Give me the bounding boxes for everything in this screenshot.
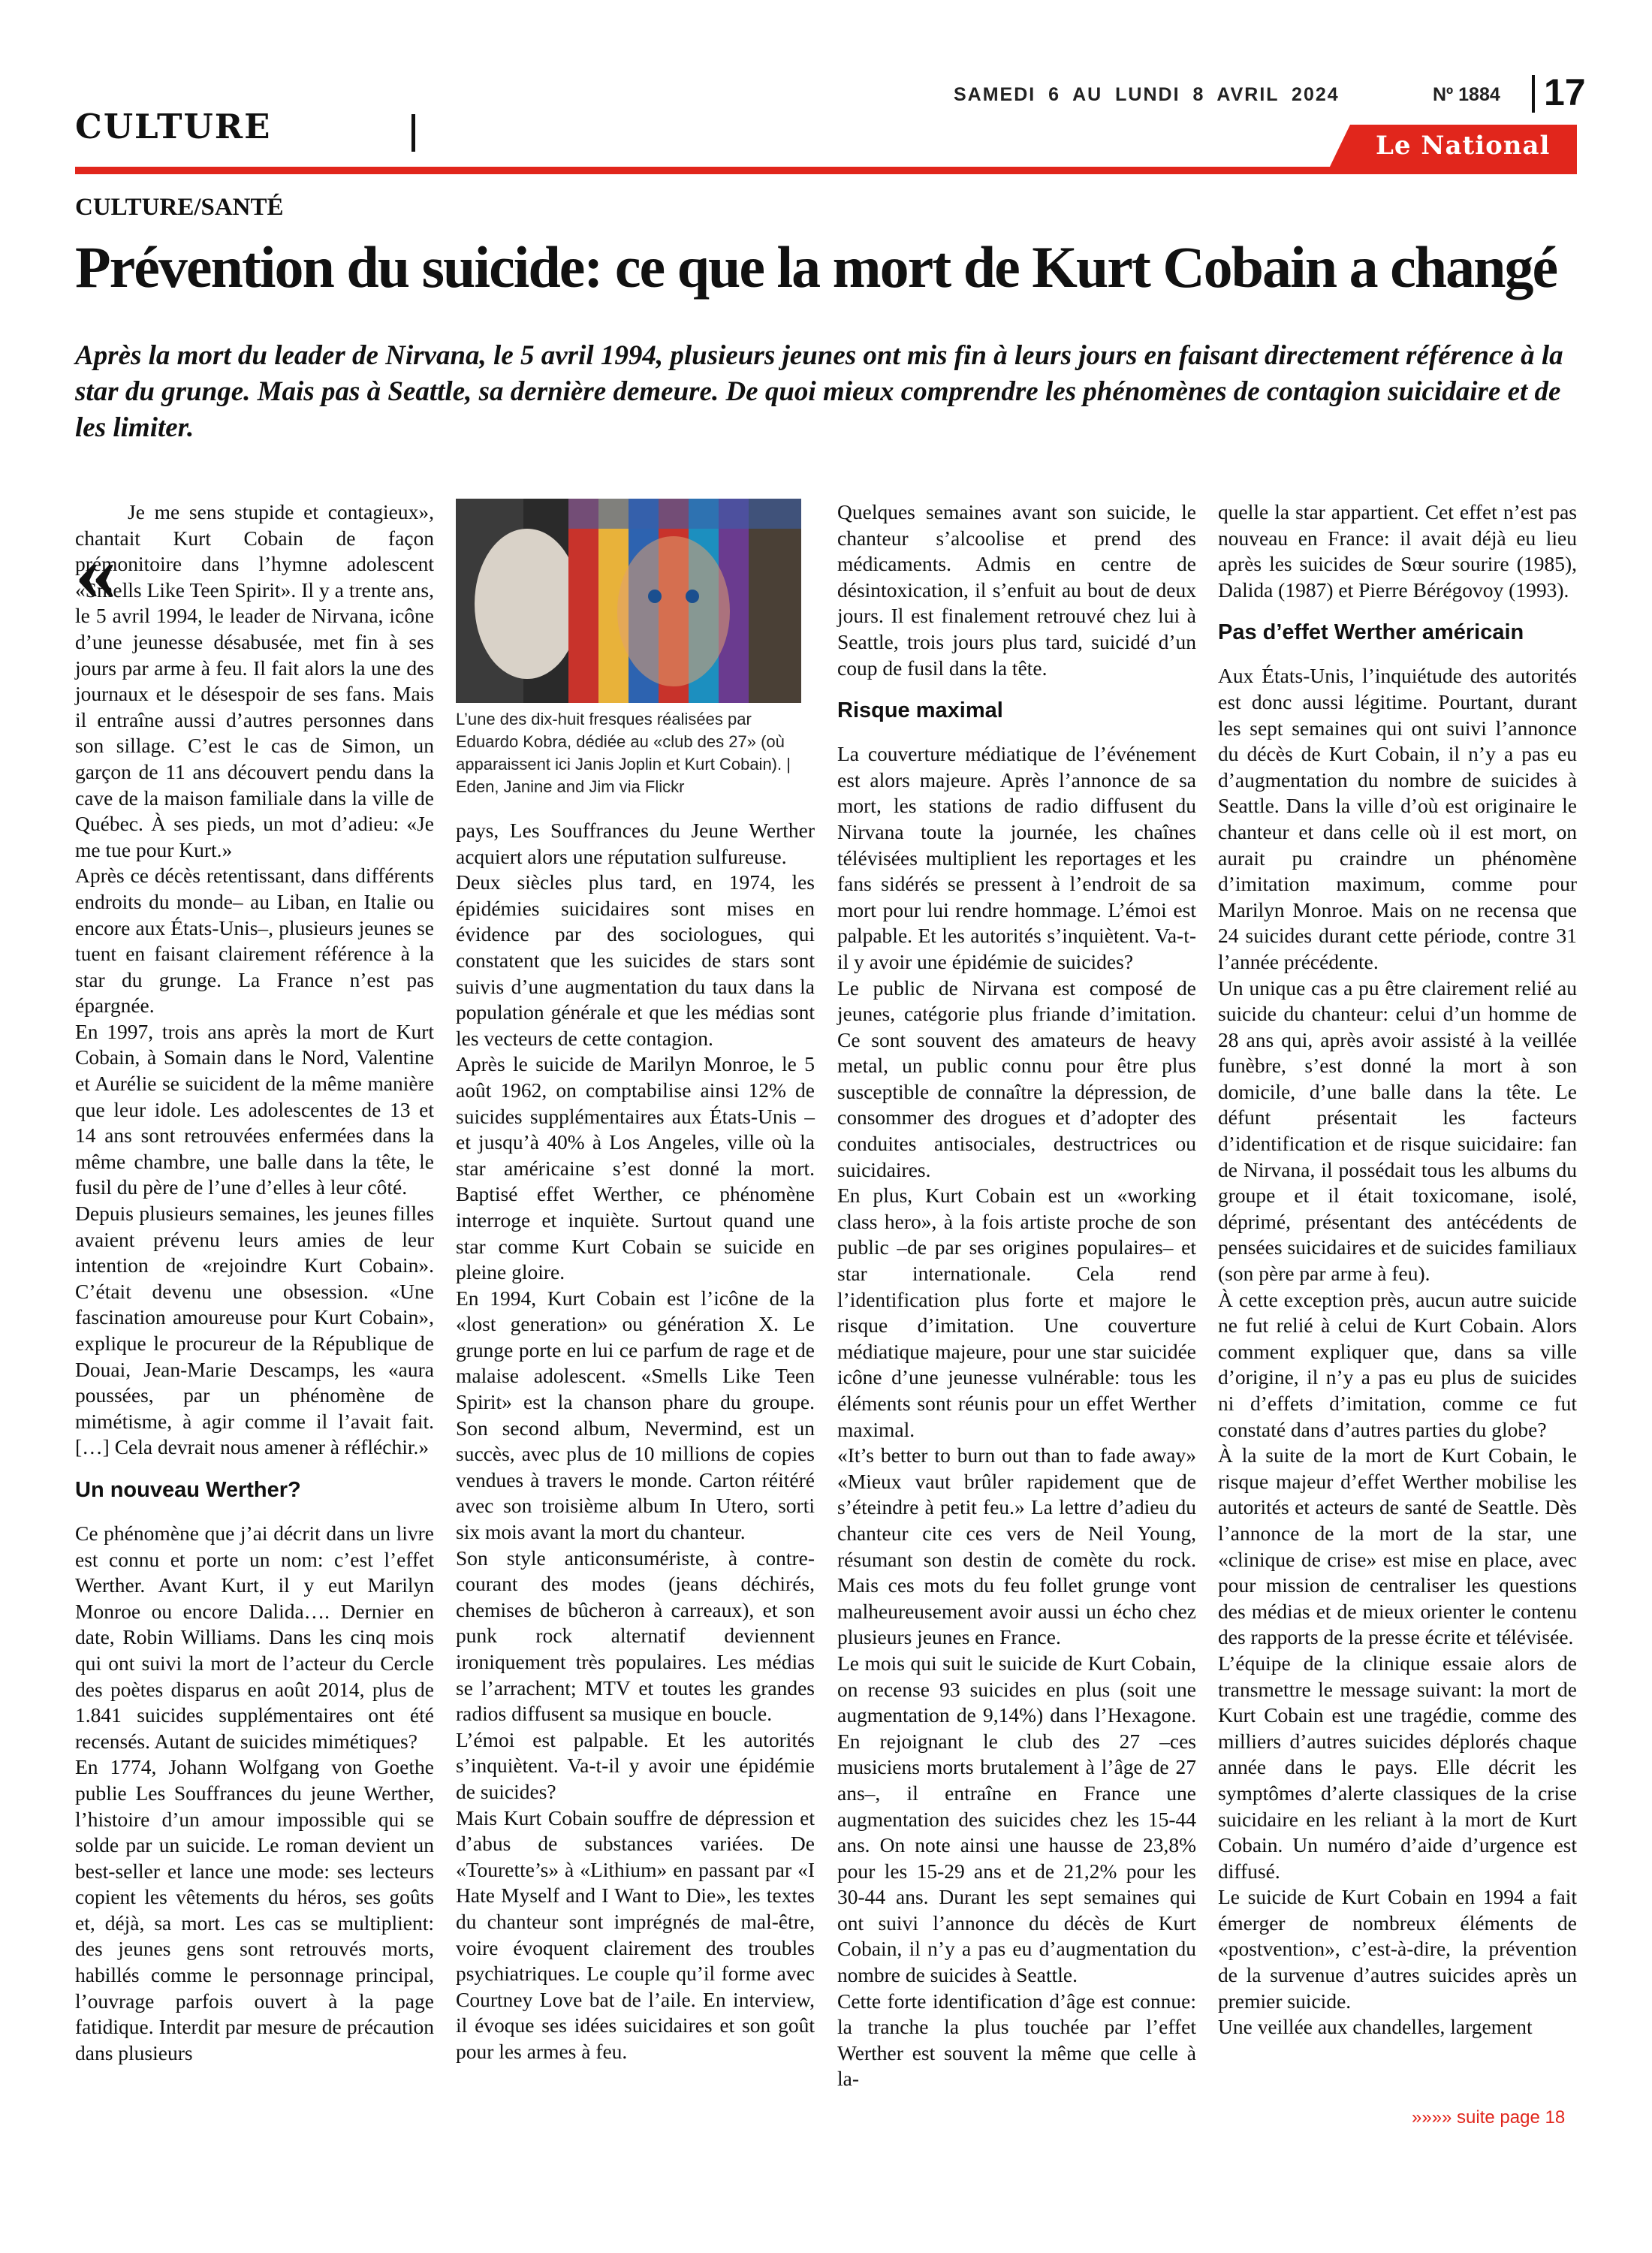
paragraph: Après le suicide de Marilyn Monroe, le 5 août 1962, on comptabilise ainsi 12% de suicides supplémentaires aux États-Unis –et jusqu’à 40% à Los Angeles, ville où la star américaine s’est donné la mort. Baptisé effet Werther, ce phénomène interroge et inquiète. Surtout quand une star comme Kurt Cobain se suicide en pleine gloire.: [456, 1052, 815, 1284]
paragraph: quelle la star appartient. Cet effet n’est pas nouveau en France: il avait déjà eu lieu après les suicides de Sœur sourire (1985), Dalida (1987) et Pierre Bérégovoy (1993).: [1218, 500, 1577, 602]
paragraph: En 1774, Johann Wolfgang von Goethe publie Les Souffrances du jeune Werther, l’histoire d’un amour impossible qui se solde par un suicide. Le roman devient un best-seller et lance une mode: ses lecteurs copient les vêtements du héros, ses goûts et, déjà, sa mort. Les cas se multiplient: des jeunes gens sont retrouvés morts, habillés comme le personnage principal, l’ouvrage parfois ouvert à la page fatidique. Interdit par mesure de précaution dans plusieurs: [75, 1755, 434, 2064]
mural-photo: [456, 499, 801, 703]
paragraph: pays, Les Souffrances du Jeune Werther acquiert alors une réputation sulfureuse.: [456, 819, 815, 868]
paragraph: Le suicide de Kurt Cobain en 1994 a fait émerger de nombreux éléments de «postvention», c’est-à-dire, la prévention de la survenue d’autres suicides après un premier suicide.: [1218, 1885, 1577, 2013]
paragraph: Cette forte identification d’âge est connue: la tranche la plus touchée par l’effet Werther est souvent la même que celle à la-: [837, 1989, 1196, 2091]
article-headline: Prévention du suicide: ce que la mort de Kurt Cobain a changé: [75, 234, 1557, 300]
photo-caption: L’une des dix-huit fresques réalisées par Eduardo Kobra, dédiée au «club des 27» (où apparaissent ici Janis Joplin et Kurt Cobain). | Eden, Janine and Jim via Flickr: [456, 710, 791, 796]
paragraph: Quelques semaines avant son suicide, le chanteur s’alcoolise et prend des médicaments. Admis en centre de désintoxication, il s’enfuit au bout de deux jours. Il est finalement retrouvé chez lui à Seattle, trois jours plus tard, suicidé d’un coup de fusil dans la tête.: [837, 500, 1196, 680]
section-title: CULTURE: [75, 107, 272, 146]
paragraph: Le mois qui suit le suicide de Kurt Cobain, on recense 93 suicides en plus (soit une augmentation de 9,14%) dans l’Hexagone. En rejoignant le club des 27 –ces musiciens morts brutalement à l’âge de 27 ans–, il entraîne en France une augmentation des suicides chez les 15-44 ans. On note ainsi une hausse de 23,8% pour les 15-29 ans et de 21,2% pour les 30-44 ans. Durant les sept semaines qui ont suivi l’annonce du décès de Kurt Cobain, il n’y a pas eu d’augmentation du nombre de suicides à Seattle.: [837, 1651, 1196, 1987]
paragraph: L’émoi est palpable. Et les autorités s’inquiètent. Va-t-il y avoir une épidémie de suicides?: [456, 1727, 815, 1803]
paragraph: Je me sens stupide et contagieux», chantait Kurt Cobain de façon prémonitoire dans l’hymne adolescent «Smells Like Teen Spirit». Il y a trente ans, le 5 avril 1994, le leader de Nirvana, icône d’une jeunesse désabusée, met fin à ses jours par arme à feu. Il fait alors la une des journaux et le désespoir de ses fans. Mais il entraîne aussi d’autres personnes dans son sillage. C’est le cas de Simon, un garçon de 11 ans découvert pendu dans la cave de la maison familiale dans la ville de Québec. À ses pieds, un mot d’adieu: «Je me tue pour Kurt.»: [75, 500, 434, 861]
paragraph: L’équipe de la clinique essaie alors de transmettre le message suivant: la mort de Kurt Cobain est une tragédie, comme des milliers d’autres suicides déplorés chaque année dans le pays. Elle décrit les symptômes d’alerte classiques de la crise suicidaire en les reliant à la mort de Kurt Cobain. Un numéro d’aide d’urgence est diffusé.: [1218, 1651, 1577, 1883]
subheading: Pas d’effet Werther américain: [1218, 620, 1524, 645]
column-2: [456, 818, 815, 2065]
paragraph: En 1994, Kurt Cobain est l’icône de la «lost generation» ou génération X. Le grunge porte en lui ce parfum de rage et de malaise adolescent. «Smells Like Teen Spirit» est la chanson phare du groupe. Son second album, Nevermind, est un succès, avec plus de 10 millions de copies vendues à travers le monde. Carton réitéré avec son troisième album In Utero, sorti six mois avant la mort du chanteur.: [456, 1286, 815, 1544]
issue-date: SAMEDI 6 AU LUNDI 8 AVRIL 2024: [954, 84, 1340, 105]
paragraph: Ce phénomène que j’ai décrit dans un livre est connu et porte un nom: c’est l’effet Werther. Avant Kurt, il y eut Marilyn Monroe ou encore Dalida…. Dernier en date, Robin Williams. Dans les cinq mois qui ont suivi la mort de l’acteur du Cercle des poètes disparus en août 2014, plus de 1.841 suicides supplémentaires ont été recensés. Autant de suicides mimétiques?: [75, 1521, 434, 1753]
paragraph: En plus, Kurt Cobain est un «working class hero», à la fois artiste proche de son public –de par ses origines populaires– et star internationale. Cela rend l’identification plus forte et majore le risque d’imitation. Une couverture médiatique majeure, pour une star suicidée icône d’une jeunesse vulnérable: tous les éléments sont réunis pour un effet Werther maximal.: [837, 1184, 1196, 1441]
page-number: 17: [1544, 71, 1586, 113]
paragraph: Aux États-Unis, l’inquiétude des autorités est donc aussi légitime. Pourtant, durant les sept semaines qui ont suivi l’annonce du décès de Kurt Cobain, il n’y a pas eu d’augmentation du nombre de suicides à Seattle. Dans la ville d’où est originaire le chanteur et dans celle où il est mort, on aurait pu craindre un phénomène d’imitation maximum, comme pour Marilyn Monroe. Mais on ne recensa que 24 suicides durant cette période, contre 31 l’année précédente.: [1218, 664, 1577, 973]
paragraph: La couverture médiatique de l’événement est alors majeure. Après l’annonce de sa mort, les stations de radio diffusent du Nirvana toute la journée, les chaînes télévisées multiplient les reportages et les fans sidérés se pressent à l’endroit de sa mort pour lui rendre hommage. L’émoi est palpable. Et les autorités s’inquiètent. Va-t-il y avoir une épidémie de suicides?: [837, 742, 1196, 973]
header-rule: [75, 167, 1577, 174]
continued-link[interactable]: »»»» suite page 18: [1412, 2107, 1566, 2128]
subheading: Un nouveau Werther?: [75, 1477, 301, 1502]
column-1: [75, 499, 434, 2066]
paragraph: En 1997, trois ans après la mort de Kurt Cobain, à Somain dans le Nord, Valentine et Aurélie se suicident de la même manière que leur idole. Les adolescentes de 13 et 14 ans sont retrouvées enfermées dans la même chambre, une balle dans la tête, le fusil du père de l’une d’elles à leur côté.: [75, 1019, 434, 1199]
section-divider: [411, 114, 415, 152]
paragraph: Après ce décès retentissant, dans différents endroits du monde– au Liban, en Italie ou encore aux États-Unis–, plusieurs jeunes se tuent en faisant clairement référence à la star du grunge. La France n’est pas épargnée.: [75, 864, 434, 1018]
page-number-divider: [1532, 75, 1535, 113]
column-3: [837, 499, 1196, 2092]
subheading: Risque maximal: [837, 698, 1003, 723]
mural-photo-icon: [456, 499, 801, 703]
paragraph: Deux siècles plus tard, en 1974, les épidémies suicidaires sont mises en évidence par des sociologues, qui constatent que les suicides de stars sont suivis d’une augmentation du taux dans la population générale et que les médias sont les vecteurs de cette contagion.: [456, 870, 815, 1050]
issue-number: Nº 1884: [1433, 84, 1500, 105]
paragraph: Le public de Nirvana est composé de jeunes, catégorie plus friande d’imitation. Ce sont souvent des amateurs de heavy metal, un public connu pour être plus susceptible de connaître la dépression, de consommer des drogues et d’adopter des conduites antisociales, destructrices ou suicidaires.: [837, 976, 1196, 1181]
paragraph: À la suite de la mort de Kurt Cobain, le risque majeur d’effet Werther mobilise les autorités et acteurs de santé de Seattle. Dès l’annonce de la mort de la star, une «clinique de crise» est mise en place, avec pour mission de centraliser les questions des médias et de mieux orienter le contenu des rapports de la presse écrite et télévisée.: [1218, 1443, 1577, 1649]
paragraph: À cette exception près, aucun autre suicide ne fut relié à celui de Kurt Cobain. Alors comment expliquer que, dans sa ville d’origine, il n’y a pas eu plus de suicides ni d’effets d’imitation, comme ce fut constaté dans d’autres parties du globe?: [1218, 1287, 1577, 1441]
paragraph: Depuis plusieurs semaines, les jeunes filles avaient prévenu leurs amies de leur intention de «rejoindre Kurt Cobain». C’était devenu une obsession. «Une fascination amoureuse pour Kurt Cobain», explique le procureur de la République de Douai, Jean-Marie Descamps, les «aura poussées, par un phénomène de mimétisme, à agir comme il l’avait fait. […] Cela devrait nous amener à réfléchir.»: [75, 1202, 434, 1459]
paragraph: Une veillée aux chandelles, largement: [1218, 2015, 1533, 2039]
paragraph: Un unique cas a pu être clairement relié au suicide du chanteur: celui d’un homme de 28 ans qui, après avoir assisté à la veillée funèbre, s’est donné la mort à son domicile, d’une balle dans la tête. Le défunt présentait les facteurs d’identification et de risque suicidaire: fan de Nirvana, il possédait tous les albums du groupe et il était toxicomane, isolé, déprimé, présentant des antécédents de pensées suicidaires et de suicides familiaux (son père par arme à feu).: [1218, 976, 1577, 1286]
article-standfirst: Après la mort du leader de Nirvana, le 5 avril 1994, plusieurs jeunes ont mis fin à leurs jours en faisant directement référence à la star du grunge. Mais pas à Seattle, sa dernière demeure. De quoi mieux comprendre les phénomènes de contagion suicidaire et de les limiter.: [75, 340, 1563, 443]
paragraph: Son style anticonsumériste, à contre-courant des modes (jeans déchirés, chemises de bûcheron à carreaux), et son punk rock alternatif deviennent ironiquement très populaires. Les médias se l’arrachent; MTV et toutes les grandes radios diffusent sa musique en boucle.: [456, 1546, 815, 1726]
paragraph: Mais Kurt Cobain souffre de dépression et d’abus de substances variées. De «Tourette’s» à «Lithium» en passant par «I Hate Myself and I Want to Die», les textes du chanteur sont imprégnés de mal-être, voire évoquent clairement des troubles psychiatriques. Le couple qu’il forme avec Courtney Love bat de l’aile. En interview, il évoque ses idées suicidaires et son goût pour les armes à feu.: [456, 1805, 815, 2063]
article-kicker: CULTURE/SANTÉ: [75, 194, 284, 221]
column-4: [1218, 499, 1577, 2040]
paragraph: «It’s better to burn out than to fade away» «Mieux vaut brûler rapidement que de s’éteindre à petit feu.» La lettre d’adieu du chanteur cite ces vers de Neil Young, résumant son destin de comète du rock. Mais ces mots du feu follet grunge vont malheureusement avoir aussi un écho chez plusieurs jeunes en France.: [837, 1443, 1196, 1649]
brand-name: Le National: [1376, 131, 1551, 161]
drop-quote-mark: «: [75, 526, 116, 617]
